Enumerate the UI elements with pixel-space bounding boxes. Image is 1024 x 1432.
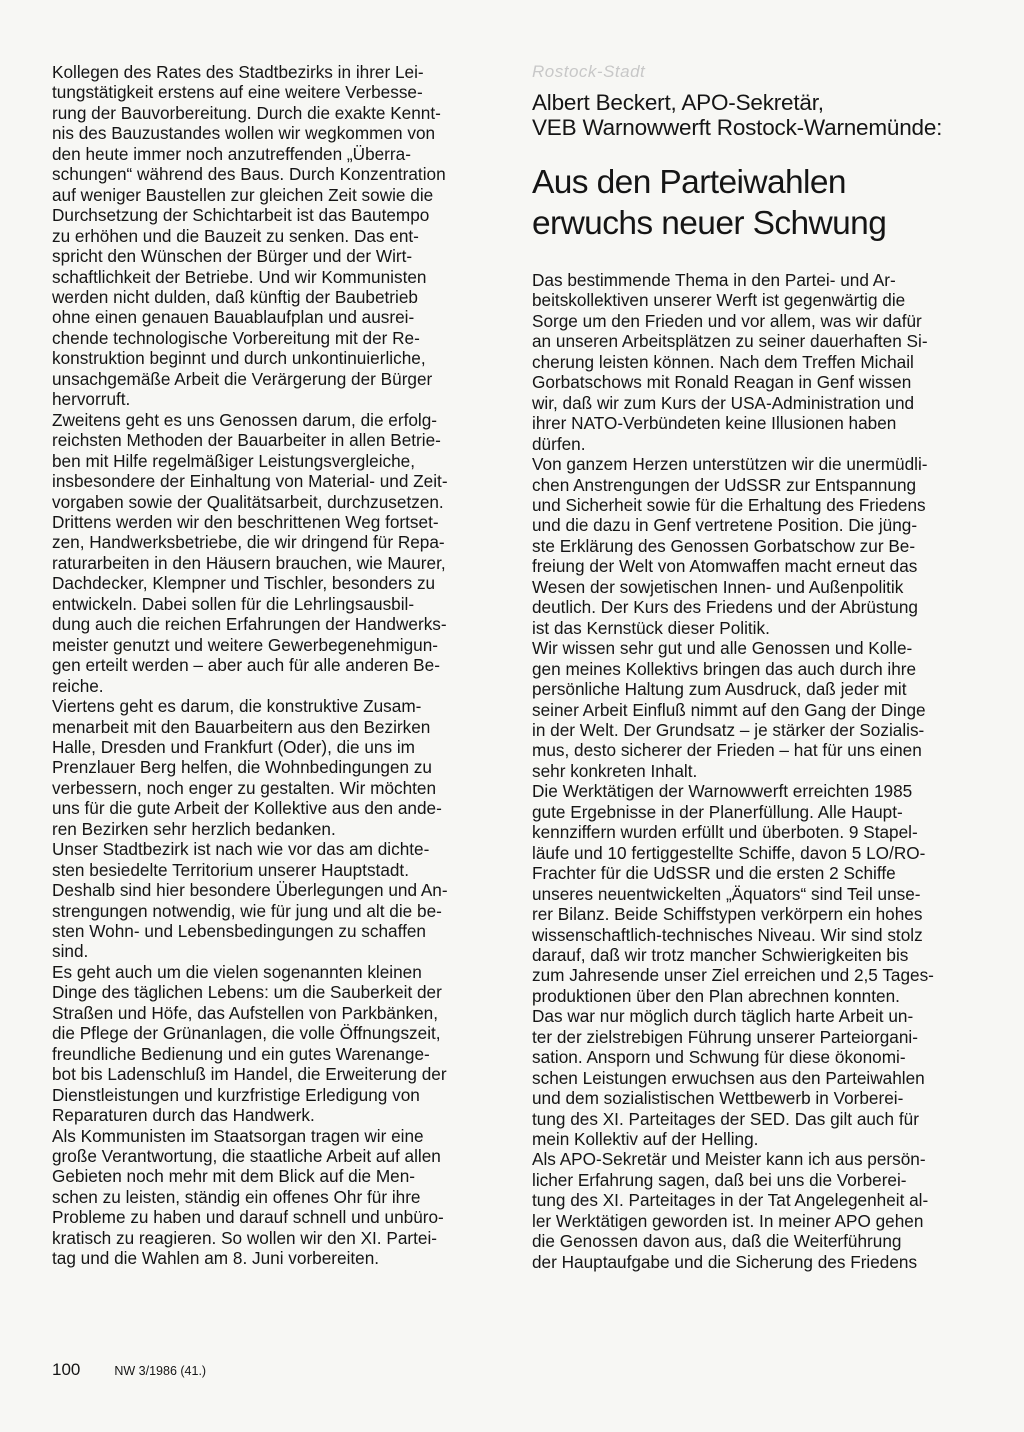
left-column xyxy=(52,62,502,1269)
paragraph: Von ganzem Herzen unterstützen wir die unermüdli- chen Anstrengungen der UdSSR zur Entspannung und Sicherheit sowie für die Erhaltung des Friedens und die dazu in Genf vertretene Position. Die jüng- ste Erklärung des Genossen Gorbatschow zur Be- freiung der Welt von Atomwaffen macht erneut das Wesen der sowjetischen Innen- und Außenpolitik deutlich. Der Kurs des Friedens und der Abrüstung ist das Kernstück dieser Politik. xyxy=(532,454,928,638)
page-footer xyxy=(52,1360,206,1380)
issue-reference: NW 3/1986 (41.) xyxy=(114,1364,207,1378)
headline-line: erwuchs neuer Schwung xyxy=(532,205,887,242)
right-column xyxy=(532,62,982,1272)
paragraph: Die Werktätigen der Warnowwerft erreichten 1985 gute Ergebnisse in der Planerfüllung. Alle Haupt- kennziffern wurden erfüllt und überboten. 9 Stapel- läufe und 10 fertiggestellte Schiffe, davon 5 LO/RO- Frachter für die UdSSR und die ersten 2 Schiffe unseres neuentwickelten „Äquators“ sind Teil unse- rer Bilanz. Beide Schiffstypen verkörpern ein hohes wissenschaftlich-technisches Niveau. Wir sind stolz darauf, daß wir trotz mancher Schwierigkeiten bis zum Jahresende unser Ziel erreichen und 2,5 Tages- produktionen über den Plan abrechnen konnten. Das war nur möglich durch täglich harte Arbeit un- ter der zielstrebigen Führung unserer Parteiorgani- sation. Ansporn und Schwung für diese ökonomi- schen Leistungen erwuchsen aus den Parteiwahlen und dem sozialistischen Wettbewerb in Vorberei- tung des XI. Parteitages der SED. Das gilt auch für mein Kollektiv auf der Helling. xyxy=(532,781,934,1150)
paragraph: Es geht auch um die vielen sogenannten kleinen Dinge des täglichen Lebens: um die Sauberkeit der Straßen und Höfe, das Aufstellen von Parkbänken, die Pflege der Grünanlagen, die volle Öffnungszeit, freundliche Bedienung und ein gutes Warenange- bot bis Ladenschluß im Handel, die Erweiterung der Dienstleistungen und kurzfristige Erledigung von Reparaturen durch das Handwerk. xyxy=(52,961,447,1126)
article-headline xyxy=(532,162,982,244)
author-line: Albert Beckert, APO-Sekretär, xyxy=(532,90,824,115)
paragraph: Unser Stadtbezirk ist nach wie vor das am dichte- sten besiedelte Territorium unserer Hauptstadt. Deshalb sind hier besondere Überlegungen und An- strengungen notwendig, wie für jung und alt die be- sten Wohn- und Lebensbedingungen zu schaffen sind. xyxy=(52,839,448,962)
headline-line: Aus den Parteiwahlen xyxy=(532,164,846,201)
paragraph: Als APO-Sekretär und Meister kann ich aus persön- licher Erfahrung sagen, daß bei uns die Vorberei- tung des XI. Parteitages in der Tat Angelegenheit al- ler Werktätigen geworden ist. In meiner APO gehen die Genossen davon aus, daß die Weiterführung der Hauptaufgabe und die Sicherung des Friedens xyxy=(532,1149,929,1272)
paragraph: Das bestimmende Thema in den Partei- und Ar- beitskollektiven unserer Werft ist gegenwärtig die Sorge um den Frieden und vor allem, was wir dafür an unseren Arbeitsplätzen zu seiner dauerhaften Si- cherung leisten können. Nach dem Treffen Michail Gorbatschows mit Ronald Reagan in Genf wissen wir, daß wir zum Kurs der USA-Administration und ihrer NATO-Verbündeten keine Illusionen haben dürfen. xyxy=(532,270,928,454)
paragraph: Viertens geht es darum, die konstruktive Zusam- menarbeit mit den Bauarbeitern aus den Bezirken Halle, Dresden und Frankfurt (Oder), die uns im Prenzlauer Berg helfen, die Wohnbedingungen zu verbessern, noch enger zu gestalten. Wir möchten uns für die gute Arbeit der Kollektive aus den ande- ren Bezirken sehr herzlich bedanken. xyxy=(52,696,442,839)
paragraph: Zweitens geht es uns Genossen darum, die erfolg- reichsten Methoden der Bauarbeiter in allen Betrie- ben mit Hilfe regelmäßiger Leistungsvergleiche, insbesondere der Einhaltung von Material- und Zeit- vorgaben sowie der Qualitätsarbeit, durchzusetzen. xyxy=(52,409,448,512)
author-affiliation: VEB Warnowwerft Rostock-Warnemünde: xyxy=(532,115,943,140)
section-kicker: Rostock-Stadt xyxy=(532,62,646,81)
paragraph: Als Kommunisten im Staatsorgan tragen wir eine große Verantwortung, die staatliche Arbeit auf allen Gebieten noch mehr mit dem Blick auf die Men- schen zu leisten, ständig ein offenes Ohr für ihre Probleme zu haben und darauf schnell und unbüro- kratisch zu reagieren. So wollen wir den XI. Partei- tag und die Wahlen am 8. Juni vorbereiten. xyxy=(52,1125,444,1269)
paragraph: Drittens werden wir den beschrittenen Weg fortset- zen, Handwerksbetriebe, die wir dringend für Repa- raturarbeiten in den Häusern brauchen, wie Maurer, Dachdecker, Klempner und Tischler, besonders zu entwickeln. Dabei sollen für die Lehrlingsausbil- dung auch die reichen Erfahrungen der Handwerks- meister genutzt und weitere Gewerbegenehmigun- gen erteilt werden – aber auch für alle anderen Be- reiche. xyxy=(52,511,447,696)
page-number: 100 xyxy=(52,1360,81,1379)
paragraph: Wir wissen sehr gut und alle Genossen und Kolle- gen meines Kollektivs bringen das auch durch ihre persönliche Haltung zum Ausdruck, daß jeder mit seiner Arbeit Einfluß nimmt auf den Gang der Dinge in der Welt. Der Grundsatz – je stärker der Sozialis- mus, desto sicherer der Frieden – hat für uns einen sehr konkreten Inhalt. xyxy=(532,638,926,781)
paragraph: Kollegen des Rates des Stadtbezirks in ihrer Lei- tungstätigkeit erstens auf eine weitere Verbesse- rung der Bauvorbereitung. Durch die exakte Kennt- nis des Bauzustandes wollen wir wegkommen von den heute immer noch anzutreffenden „Überra- schungen“ während des Baus. Durch Konzentration auf weniger Baustellen zur gleichen Zeit sowie die Durchsetzung der Schichtarbeit ist das Bautempo zu erhöhen und die Bauzeit zu senken. Das ent- spricht den Wünschen der Bürger und der Wirt- schaftlichkeit der Betriebe. Und wir Kommunisten werden nicht dulden, daß künftig der Baubetrieb ohne einen genauen Bauablaufplan und ausrei- chende technologische Vorbereitung mit der Re- konstruktion beginnt und durch unkontinuierliche, unsachgemäße Arbeit die Verärgerung der Bürger hervorruft. xyxy=(52,62,446,410)
